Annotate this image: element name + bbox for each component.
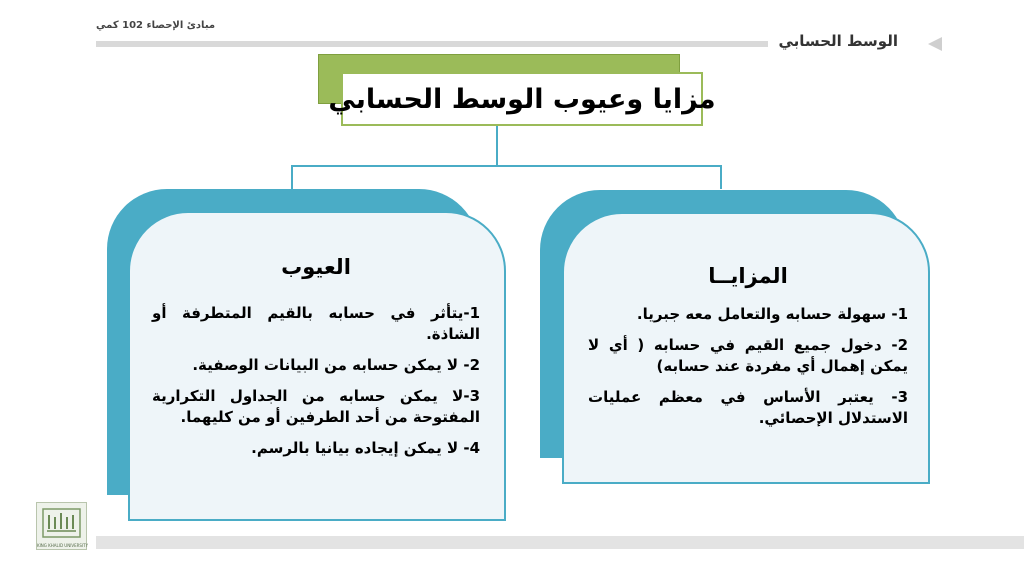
logo-caption: KING KHALID UNIVERSITY (37, 543, 89, 548)
disadvantages-card (128, 211, 506, 521)
advantages-heading: المزايــا (708, 264, 788, 288)
header-divider (96, 41, 768, 47)
section-title: الوسط الحسابي (778, 32, 898, 50)
university-logo (36, 502, 87, 550)
back-arrow-icon[interactable] (928, 37, 942, 51)
connector-horizontal (291, 165, 722, 167)
university-emblem-icon (37, 503, 86, 543)
disadvantage-item-1: 1-يتأثر في حسابه بالقيم المتطرفة أو الشاذة. (152, 304, 480, 343)
disadvantage-item-2: 2- لا يمكن حسابه من البيانات الوصفية. (192, 356, 480, 374)
advantage-item-1: 1- سهولة حسابه والتعامل معه جبريا. (636, 305, 908, 323)
title-box (328, 72, 716, 126)
disadvantage-item-3: 3-لا يمكن حسابه من الجداول التكرارية المفتوحة من أحد الطرفين أو من كليهما. (152, 387, 480, 426)
course-label: مبادئ الإحصاء 102 كمي (96, 20, 216, 31)
advantage-item-3: 3- يعتبر الأساس في معظم عمليات الاستدلال الإحصائي. (588, 388, 908, 427)
connector-right-drop (720, 165, 722, 189)
disadvantages-heading: العيوب (281, 255, 351, 279)
disadvantage-item-4: 4- لا يمكن إيجاده بيانيا بالرسم. (251, 439, 480, 457)
connector-left-drop (291, 165, 293, 189)
diagram-title: مزايا وعيوب الوسط الحسابي (328, 83, 716, 115)
connector-vertical-main (496, 126, 498, 166)
advantage-item-2: 2- دخول جميع القيم في حسابه ( أي لا يمكن إهمال أي مفردة عند حسابه) (588, 336, 908, 375)
footer-bar (96, 536, 1024, 549)
advantages-card (562, 212, 930, 484)
